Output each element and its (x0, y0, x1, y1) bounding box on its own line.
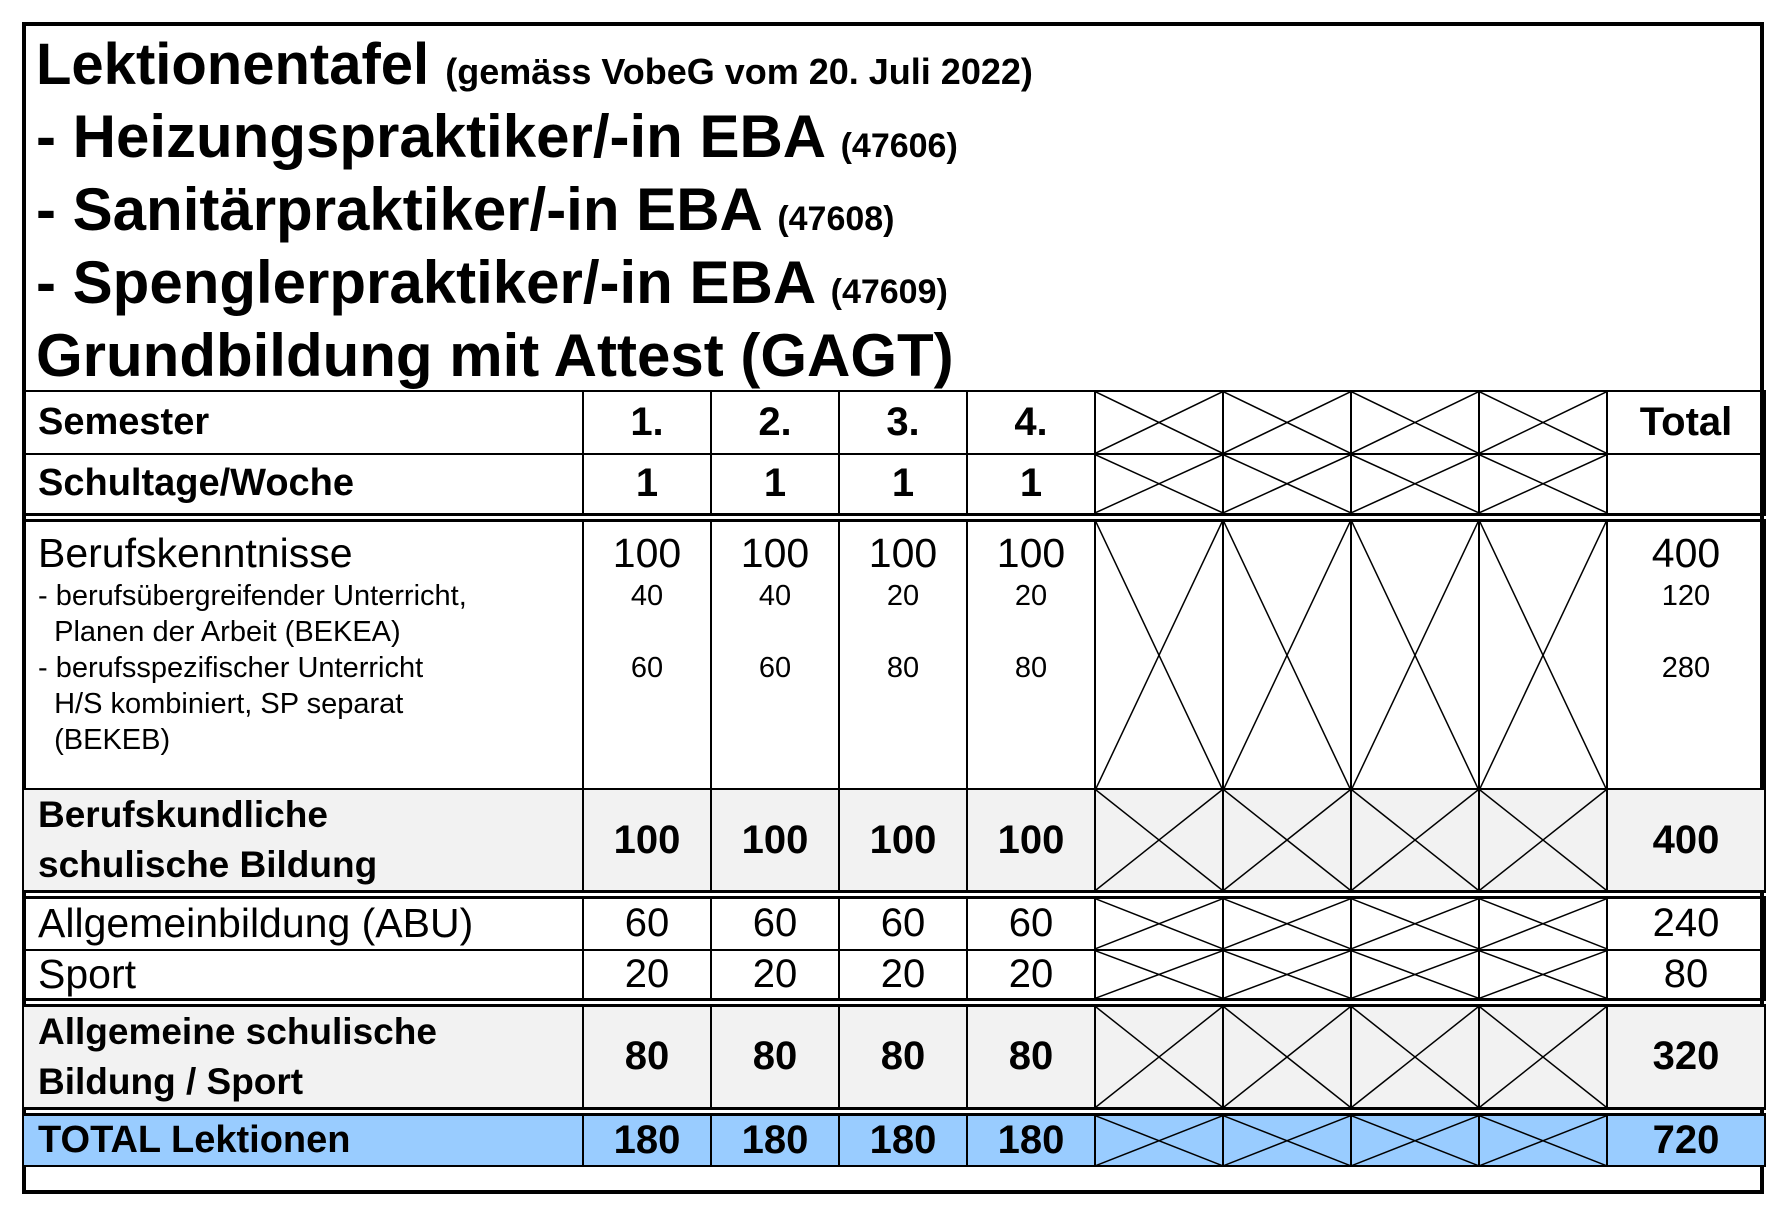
crossed-cell (1479, 789, 1607, 895)
value-cell: 180 (839, 1111, 967, 1166)
value-cell: 60 (711, 895, 839, 950)
main-total: 400 (1651, 529, 1721, 576)
main-value: 100 (996, 529, 1066, 576)
crossed-cell (1351, 1111, 1479, 1166)
main-value: 100 (868, 529, 938, 576)
crossed-cell (1095, 1002, 1223, 1111)
cross-mark (1096, 455, 1222, 513)
label-line: Berufskundliche (38, 794, 328, 835)
total-cell: 80 (1607, 950, 1765, 1003)
row-label (23, 517, 583, 789)
sub-label: Planen der Arbeit (BEKEA) (38, 615, 401, 648)
value-cell: 20 (583, 950, 711, 1003)
crossed-cell (1095, 517, 1223, 789)
cross-mark (1224, 1007, 1350, 1107)
row-label: Allgemeinbildung (ABU) (23, 895, 583, 950)
cross-mark (1480, 1007, 1606, 1107)
crossed-cell (1095, 454, 1223, 517)
sub-label: H/S kombiniert, SP separat (38, 687, 404, 720)
value-cell: 2. (711, 391, 839, 454)
crossed-cell (1223, 391, 1351, 454)
sub-value: 80 (1014, 651, 1048, 684)
value-cell (711, 517, 839, 789)
sub-value: 60 (630, 651, 664, 684)
row-label: Sport (23, 950, 583, 1003)
sub-total: 120 (1661, 579, 1711, 612)
profession-code: (47608) (777, 200, 895, 238)
cross-mark (1352, 392, 1478, 453)
row-label (23, 789, 583, 895)
row-label: TOTAL Lektionen (23, 1111, 583, 1166)
table-row-berufskenntnisse (23, 517, 1765, 789)
crossed-cell (1479, 1111, 1607, 1166)
profession-name: - Sanitärpraktiker/-in EBA (36, 176, 761, 243)
cross-mark (1352, 522, 1478, 789)
value-cell: 180 (711, 1111, 839, 1166)
profession-line (36, 173, 1756, 246)
value-cell (967, 517, 1095, 789)
crossed-cell (1351, 789, 1479, 895)
table-row-sport (23, 950, 1765, 1003)
row-label: Schultage/Woche (23, 454, 583, 517)
label-line: schulische Bildung (38, 844, 378, 885)
crossed-cell (1351, 454, 1479, 517)
cross-mark (1224, 790, 1350, 890)
cross-mark (1096, 392, 1222, 453)
sub-value: 20 (886, 579, 920, 612)
table-row-total (23, 1111, 1765, 1166)
table-row-berufskundliche (23, 789, 1765, 895)
value-cell: 80 (583, 1002, 711, 1111)
crossed-cell (1223, 454, 1351, 517)
value-cell: 20 (711, 950, 839, 1003)
value-cell: 80 (839, 1002, 967, 1111)
crossed-cell (1095, 789, 1223, 895)
berufskenntnisse-label: Berufskenntnisse (38, 529, 353, 576)
value-cell: 80 (711, 1002, 839, 1111)
cross-mark (1352, 899, 1478, 949)
total-cell (1607, 517, 1765, 789)
cross-mark (1096, 899, 1222, 949)
value-cell (583, 517, 711, 789)
value-cell: 100 (711, 789, 839, 895)
crossed-cell (1223, 950, 1351, 1003)
crossed-cell (1479, 391, 1607, 454)
document-title: Lektionentafel (36, 32, 430, 97)
value-cell: 1 (967, 454, 1095, 517)
crossed-cell (1351, 950, 1479, 1003)
sub-total: 280 (1661, 651, 1711, 684)
value-cell: 100 (839, 789, 967, 895)
cross-mark (1224, 951, 1350, 998)
cross-mark (1352, 1116, 1478, 1166)
value-cell: 80 (967, 1002, 1095, 1111)
total-cell: 720 (1607, 1111, 1765, 1166)
cross-mark (1352, 455, 1478, 513)
crossed-cell (1095, 895, 1223, 950)
cross-mark (1480, 790, 1606, 890)
cross-mark (1096, 951, 1222, 998)
cross-mark (1096, 790, 1222, 890)
document-header (36, 30, 1756, 392)
total-cell: 400 (1607, 789, 1765, 895)
crossed-cell (1351, 895, 1479, 950)
cross-mark (1352, 790, 1478, 890)
document-subtitle: Grundbildung mit Attest (GAGT) (36, 322, 954, 389)
crossed-cell (1479, 1002, 1607, 1111)
lesson-table (22, 390, 1766, 1167)
cross-mark (1480, 392, 1606, 453)
total-cell: Total (1607, 391, 1765, 454)
sub-label: - berufsübergreifender Unterricht, (38, 579, 467, 612)
crossed-cell (1223, 789, 1351, 895)
value-cell: 180 (583, 1111, 711, 1166)
crossed-cell (1351, 391, 1479, 454)
cross-mark (1096, 522, 1222, 789)
crossed-cell (1223, 1111, 1351, 1166)
cross-mark (1224, 392, 1350, 453)
main-value: 100 (740, 529, 810, 576)
profession-name: - Heizungspraktiker/-in EBA (36, 103, 824, 170)
total-cell: 240 (1607, 895, 1765, 950)
crossed-cell (1223, 517, 1351, 789)
cross-mark (1480, 522, 1606, 789)
cross-mark (1480, 1116, 1606, 1166)
cross-mark (1352, 1007, 1478, 1107)
cross-mark (1096, 1007, 1222, 1107)
value-cell: 20 (839, 950, 967, 1003)
value-cell: 3. (839, 391, 967, 454)
sub-value: 60 (758, 651, 792, 684)
crossed-cell (1223, 895, 1351, 950)
value-cell: 180 (967, 1111, 1095, 1166)
value-cell: 100 (967, 789, 1095, 895)
row-label: Semester (23, 391, 583, 454)
cross-mark (1224, 522, 1350, 789)
crossed-cell (1095, 1111, 1223, 1166)
profession-code: (47606) (840, 127, 958, 165)
value-cell: 1 (711, 454, 839, 517)
table-row-semester (23, 391, 1765, 454)
table-row-allgemeine (23, 1002, 1765, 1111)
cross-mark (1352, 951, 1478, 998)
main-value: 100 (612, 529, 682, 576)
sub-value: 80 (886, 651, 920, 684)
value-cell: 100 (583, 789, 711, 895)
profession-line (36, 246, 1756, 319)
sub-value: 40 (758, 579, 792, 612)
sub-value: 40 (630, 579, 664, 612)
profession-code: (47609) (830, 273, 948, 311)
cross-mark (1480, 455, 1606, 513)
table-row-abu (23, 895, 1765, 950)
header-title-line (36, 30, 1756, 100)
value-cell: 1 (839, 454, 967, 517)
crossed-cell (1479, 517, 1607, 789)
crossed-cell (1095, 391, 1223, 454)
value-cell: 1. (583, 391, 711, 454)
table-row-schultage (23, 454, 1765, 517)
value-cell: 60 (583, 895, 711, 950)
cross-mark (1096, 1116, 1222, 1166)
cross-mark (1480, 899, 1606, 949)
crossed-cell (1479, 454, 1607, 517)
sub-label: (BEKEB) (38, 723, 171, 756)
profession-line (36, 100, 1756, 173)
profession-name: - Spenglerpraktiker/-in EBA (36, 249, 814, 316)
cross-mark (1224, 455, 1350, 513)
title-note: (gemäss VobeG vom 20. Juli 2022) (445, 51, 1033, 92)
cross-mark (1480, 951, 1606, 998)
sub-value: 20 (1014, 579, 1048, 612)
crossed-cell (1223, 1002, 1351, 1111)
sub-label: - berufsspezifischer Unterricht (38, 651, 424, 684)
row-label (23, 1002, 583, 1111)
total-cell: 320 (1607, 1002, 1765, 1111)
crossed-cell (1479, 895, 1607, 950)
cross-mark (1224, 1116, 1350, 1166)
value-cell (839, 517, 967, 789)
crossed-cell (1479, 950, 1607, 1003)
crossed-cell (1095, 950, 1223, 1003)
total-cell (1607, 454, 1765, 517)
value-cell: 4. (967, 391, 1095, 454)
value-cell: 60 (967, 895, 1095, 950)
value-cell: 60 (839, 895, 967, 950)
cross-mark (1224, 899, 1350, 949)
crossed-cell (1351, 517, 1479, 789)
label-line: Allgemeine schulische (38, 1010, 437, 1052)
value-cell: 1 (583, 454, 711, 517)
label-line: Bildung / Sport (38, 1060, 304, 1102)
value-cell: 20 (967, 950, 1095, 1003)
crossed-cell (1351, 1002, 1479, 1111)
